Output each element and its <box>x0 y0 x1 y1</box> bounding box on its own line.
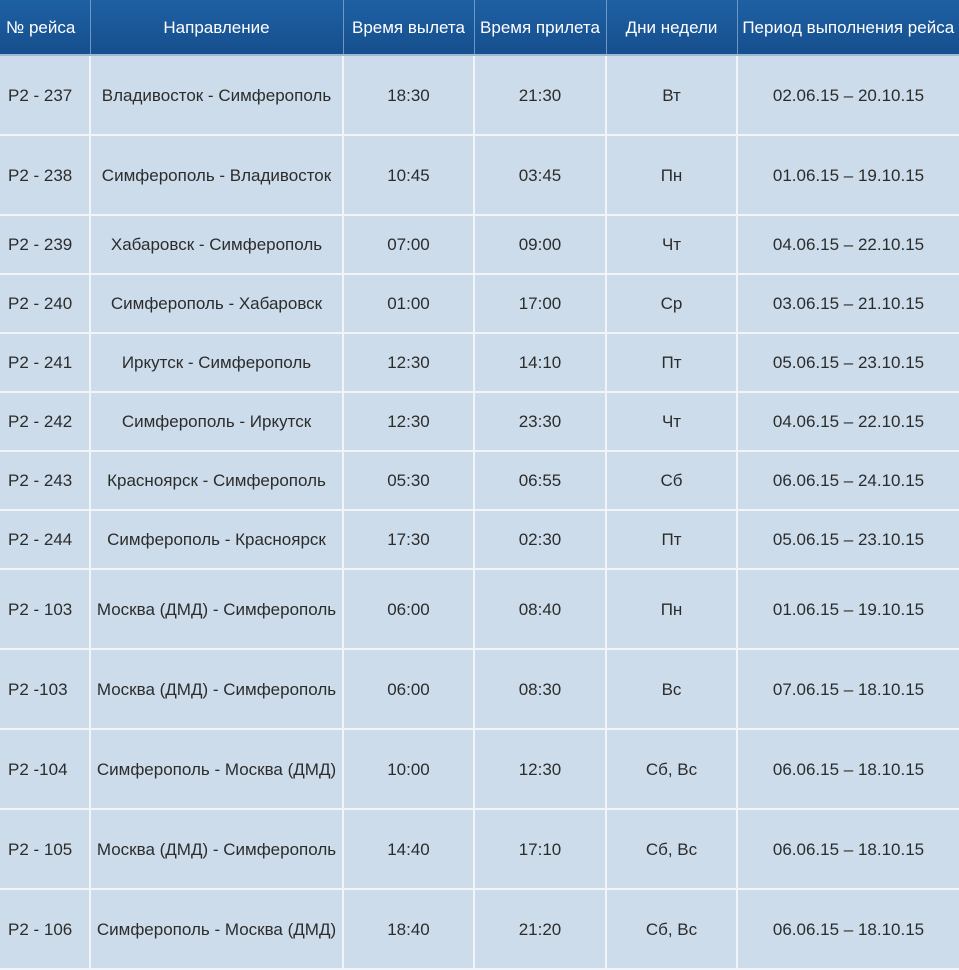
arrival-cell: 09:00 <box>474 215 606 274</box>
flight-number-cell: P2 -104 <box>0 729 90 809</box>
departure-cell: 06:00 <box>343 569 474 649</box>
table-row <box>0 392 959 451</box>
route-cell: Москва (ДМД) - Симферополь <box>90 649 343 729</box>
weekdays-cell: Вс <box>606 649 737 729</box>
route-cell: Иркутск - Симферополь <box>90 333 343 392</box>
arrival-cell: 17:10 <box>474 809 606 889</box>
period-cell: 06.06.15 – 24.10.15 <box>737 451 959 510</box>
route-cell: Симферополь - Москва (ДМД) <box>90 889 343 969</box>
arrival-cell: 02:30 <box>474 510 606 569</box>
table-header-row <box>0 0 959 55</box>
departure-cell: 07:00 <box>343 215 474 274</box>
period-cell: 06.06.15 – 18.10.15 <box>737 889 959 969</box>
table-row <box>0 889 959 969</box>
table-row <box>0 333 959 392</box>
period-cell: 06.06.15 – 18.10.15 <box>737 809 959 889</box>
header-departure-time: Время вылета <box>343 0 474 55</box>
table-row <box>0 274 959 333</box>
arrival-cell: 14:10 <box>474 333 606 392</box>
flight-number-cell: P2 -103 <box>0 649 90 729</box>
flight-number-cell: P2 - 103 <box>0 569 90 649</box>
flight-number-cell: P2 - 244 <box>0 510 90 569</box>
arrival-cell: 23:30 <box>474 392 606 451</box>
table-row <box>0 649 959 729</box>
flight-number-cell: P2 - 242 <box>0 392 90 451</box>
weekdays-cell: Чт <box>606 392 737 451</box>
departure-cell: 14:40 <box>343 809 474 889</box>
header-arrival-time: Время прилета <box>474 0 606 55</box>
weekdays-cell: Пн <box>606 135 737 215</box>
route-cell: Симферополь - Красноярск <box>90 510 343 569</box>
header-period: Период выполнения рейса <box>737 0 959 55</box>
departure-cell: 12:30 <box>343 392 474 451</box>
route-cell: Владивосток - Симферополь <box>90 55 343 135</box>
departure-cell: 18:40 <box>343 889 474 969</box>
flight-number-cell: P2 - 243 <box>0 451 90 510</box>
table-row <box>0 451 959 510</box>
table-row <box>0 135 959 215</box>
weekdays-cell: Ср <box>606 274 737 333</box>
weekdays-cell: Чт <box>606 215 737 274</box>
arrival-cell: 21:30 <box>474 55 606 135</box>
route-cell: Хабаровск - Симферополь <box>90 215 343 274</box>
period-cell: 06.06.15 – 18.10.15 <box>737 729 959 809</box>
flight-number-cell: P2 - 239 <box>0 215 90 274</box>
departure-cell: 17:30 <box>343 510 474 569</box>
arrival-cell: 12:30 <box>474 729 606 809</box>
weekdays-cell: Сб, Вс <box>606 889 737 969</box>
departure-cell: 12:30 <box>343 333 474 392</box>
table-row <box>0 510 959 569</box>
weekdays-cell: Сб, Вс <box>606 729 737 809</box>
arrival-cell: 03:45 <box>474 135 606 215</box>
flight-number-cell: P2 - 238 <box>0 135 90 215</box>
route-cell: Симферополь - Москва (ДМД) <box>90 729 343 809</box>
flight-number-cell: P2 - 240 <box>0 274 90 333</box>
route-cell: Симферополь - Владивосток <box>90 135 343 215</box>
table-row <box>0 55 959 135</box>
table-row <box>0 729 959 809</box>
route-cell: Симферополь - Иркутск <box>90 392 343 451</box>
period-cell: 04.06.15 – 22.10.15 <box>737 215 959 274</box>
departure-cell: 06:00 <box>343 649 474 729</box>
weekdays-cell: Пт <box>606 510 737 569</box>
table-row <box>0 215 959 274</box>
departure-cell: 18:30 <box>343 55 474 135</box>
period-cell: 03.06.15 – 21.10.15 <box>737 274 959 333</box>
header-weekdays: Дни недели <box>606 0 737 55</box>
flight-number-cell: P2 - 241 <box>0 333 90 392</box>
period-cell: 02.06.15 – 20.10.15 <box>737 55 959 135</box>
weekdays-cell: Сб <box>606 451 737 510</box>
period-cell: 01.06.15 – 19.10.15 <box>737 569 959 649</box>
weekdays-cell: Сб, Вс <box>606 809 737 889</box>
route-cell: Москва (ДМД) - Симферополь <box>90 809 343 889</box>
table-row <box>0 569 959 649</box>
arrival-cell: 08:30 <box>474 649 606 729</box>
flight-number-cell: P2 - 106 <box>0 889 90 969</box>
arrival-cell: 08:40 <box>474 569 606 649</box>
period-cell: 05.06.15 – 23.10.15 <box>737 510 959 569</box>
header-route: Направление <box>90 0 343 55</box>
departure-cell: 01:00 <box>343 274 474 333</box>
arrival-cell: 21:20 <box>474 889 606 969</box>
route-cell: Симферополь - Хабаровск <box>90 274 343 333</box>
departure-cell: 10:00 <box>343 729 474 809</box>
table-row <box>0 809 959 889</box>
flight-number-cell: P2 - 105 <box>0 809 90 889</box>
departure-cell: 05:30 <box>343 451 474 510</box>
weekdays-cell: Пт <box>606 333 737 392</box>
period-cell: 05.06.15 – 23.10.15 <box>737 333 959 392</box>
header-flight-number: № рейса <box>0 0 90 55</box>
arrival-cell: 17:00 <box>474 274 606 333</box>
departure-cell: 10:45 <box>343 135 474 215</box>
arrival-cell: 06:55 <box>474 451 606 510</box>
route-cell: Москва (ДМД) - Симферополь <box>90 569 343 649</box>
weekdays-cell: Пн <box>606 569 737 649</box>
flight-number-cell: P2 - 237 <box>0 55 90 135</box>
period-cell: 07.06.15 – 18.10.15 <box>737 649 959 729</box>
period-cell: 01.06.15 – 19.10.15 <box>737 135 959 215</box>
period-cell: 04.06.15 – 22.10.15 <box>737 392 959 451</box>
route-cell: Красноярск - Симферополь <box>90 451 343 510</box>
weekdays-cell: Вт <box>606 55 737 135</box>
